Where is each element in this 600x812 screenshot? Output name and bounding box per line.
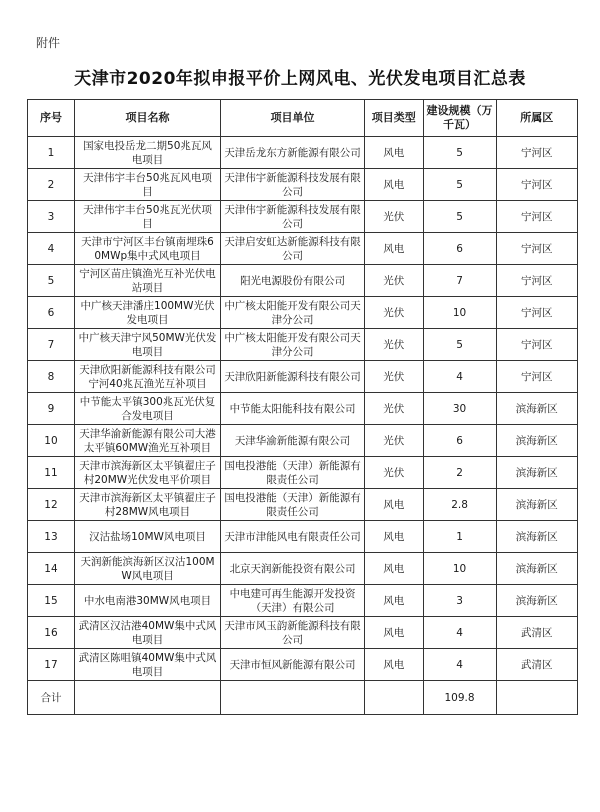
cell-district: 滨海新区	[496, 489, 577, 521]
cell-capacity: 10	[423, 553, 496, 585]
total-blank-type	[365, 681, 423, 715]
cell-district: 滨海新区	[496, 425, 577, 457]
header-project-name: 项目名称	[74, 100, 220, 137]
cell-project-name: 宁河区苗庄镇渔光互补光伏电站项目	[74, 265, 220, 297]
cell-project-unit: 天津市津能风电有限责任公司	[221, 521, 365, 553]
cell-project-unit: 天津市风玉韵新能源科技有限公司	[221, 617, 365, 649]
cell-project-type: 风电	[365, 489, 423, 521]
cell-project-name: 武清区陈咀镇40MW集中式风电项目	[74, 649, 220, 681]
cell-capacity: 2.8	[423, 489, 496, 521]
cell-district: 宁河区	[496, 169, 577, 201]
cell-project-type: 光伏	[365, 201, 423, 233]
table-row	[28, 361, 578, 393]
cell-no: 10	[28, 425, 75, 457]
cell-project-type: 风电	[365, 521, 423, 553]
cell-district: 宁河区	[496, 329, 577, 361]
total-label: 合计	[28, 681, 75, 715]
cell-project-type: 光伏	[365, 457, 423, 489]
attachment-label: 附件	[36, 36, 61, 50]
cell-project-unit: 天津欣阳新能源科技有限公司	[221, 361, 365, 393]
cell-capacity: 4	[423, 617, 496, 649]
cell-project-unit: 中节能太阳能科技有限公司	[221, 393, 365, 425]
cell-capacity: 4	[423, 361, 496, 393]
total-blank-unit	[221, 681, 365, 715]
cell-capacity: 5	[423, 329, 496, 361]
cell-project-name: 中水电南港30MW风电项目	[74, 585, 220, 617]
table-row	[28, 233, 578, 265]
table-row	[28, 329, 578, 361]
table-row	[28, 649, 578, 681]
cell-project-unit: 国电投港能（天津）新能源有限责任公司	[221, 489, 365, 521]
cell-project-unit: 北京天润新能投资有限公司	[221, 553, 365, 585]
table-row	[28, 297, 578, 329]
cell-capacity: 10	[423, 297, 496, 329]
cell-project-type: 风电	[365, 585, 423, 617]
cell-project-name: 中广核天津宁风50MW光伏发电项目	[74, 329, 220, 361]
cell-project-type: 风电	[365, 649, 423, 681]
cell-no: 4	[28, 233, 75, 265]
cell-district: 滨海新区	[496, 585, 577, 617]
cell-project-type: 风电	[365, 233, 423, 265]
cell-district: 滨海新区	[496, 521, 577, 553]
cell-district: 滨海新区	[496, 457, 577, 489]
cell-district: 宁河区	[496, 201, 577, 233]
cell-no: 12	[28, 489, 75, 521]
cell-no: 6	[28, 297, 75, 329]
cell-project-name: 天津市滨海新区太平镇翟庄子村28MW风电项目	[74, 489, 220, 521]
cell-project-type: 风电	[365, 169, 423, 201]
total-row	[28, 681, 578, 715]
table-row	[28, 617, 578, 649]
cell-no: 15	[28, 585, 75, 617]
cell-project-type: 光伏	[365, 361, 423, 393]
cell-capacity: 6	[423, 233, 496, 265]
cell-project-name: 中广核天津潘庄100MW光伏发电项目	[74, 297, 220, 329]
cell-district: 宁河区	[496, 297, 577, 329]
table-row	[28, 201, 578, 233]
cell-project-unit: 天津市恒风新能源有限公司	[221, 649, 365, 681]
table-row	[28, 489, 578, 521]
cell-project-type: 风电	[365, 553, 423, 585]
table-row	[28, 265, 578, 297]
cell-project-unit: 天津伟宇新能源科技发展有限公司	[221, 201, 365, 233]
cell-no: 5	[28, 265, 75, 297]
header-no: 序号	[28, 100, 75, 137]
table-row	[28, 425, 578, 457]
cell-capacity: 7	[423, 265, 496, 297]
cell-capacity: 5	[423, 137, 496, 169]
cell-district: 滨海新区	[496, 393, 577, 425]
document-title: 天津市2020年拟申报平价上网风电、光伏发电项目汇总表	[74, 69, 526, 89]
cell-capacity: 5	[423, 169, 496, 201]
table-row	[28, 393, 578, 425]
cell-project-name: 天津欣阳新能源科技有限公司宁河40兆瓦渔光互补项目	[74, 361, 220, 393]
cell-no: 8	[28, 361, 75, 393]
cell-no: 1	[28, 137, 75, 169]
cell-project-name: 天津伟宇丰台50兆瓦风电项目	[74, 169, 220, 201]
cell-district: 武清区	[496, 617, 577, 649]
cell-project-type: 光伏	[365, 265, 423, 297]
table-row	[28, 553, 578, 585]
cell-district: 滨海新区	[496, 553, 577, 585]
cell-no: 13	[28, 521, 75, 553]
cell-capacity: 3	[423, 585, 496, 617]
cell-capacity: 4	[423, 649, 496, 681]
cell-project-unit: 天津启安虹达新能源科技有限公司	[221, 233, 365, 265]
total-capacity: 109.8	[423, 681, 496, 715]
cell-no: 14	[28, 553, 75, 585]
cell-project-type: 光伏	[365, 297, 423, 329]
total-blank-name	[74, 681, 220, 715]
cell-project-unit: 中电建可再生能源开发投资（天津）有限公司	[221, 585, 365, 617]
table-row	[28, 585, 578, 617]
cell-project-name: 天津市滨海新区太平镇翟庄子村20MW光伏发电平价项目	[74, 457, 220, 489]
header-capacity: 建设规模（万千瓦）	[423, 100, 496, 137]
header-project-type: 项目类型	[365, 100, 423, 137]
cell-project-unit: 天津伟宇新能源科技发展有限公司	[221, 169, 365, 201]
cell-project-name: 天润新能滨海新区汉沽100MW风电项目	[74, 553, 220, 585]
cell-project-name: 天津华渝新能源有限公司大港太平镇60MW渔光互补项目	[74, 425, 220, 457]
cell-project-unit: 国电投港能（天津）新能源有限责任公司	[221, 457, 365, 489]
cell-no: 3	[28, 201, 75, 233]
cell-no: 2	[28, 169, 75, 201]
cell-district: 武清区	[496, 649, 577, 681]
table-header-row	[28, 100, 578, 137]
cell-capacity: 5	[423, 201, 496, 233]
cell-no: 9	[28, 393, 75, 425]
project-summary-table	[27, 99, 578, 715]
cell-project-name: 天津伟宇丰台50兆瓦光伏项目	[74, 201, 220, 233]
cell-capacity: 2	[423, 457, 496, 489]
cell-project-unit: 中广核太阳能开发有限公司天津分公司	[221, 329, 365, 361]
table-row	[28, 457, 578, 489]
cell-project-type: 光伏	[365, 425, 423, 457]
table-row	[28, 521, 578, 553]
cell-district: 宁河区	[496, 137, 577, 169]
cell-district: 宁河区	[496, 265, 577, 297]
cell-project-type: 风电	[365, 137, 423, 169]
cell-project-unit: 天津岳龙东方新能源有限公司	[221, 137, 365, 169]
cell-district: 宁河区	[496, 361, 577, 393]
cell-no: 11	[28, 457, 75, 489]
cell-project-unit: 天津华渝新能源有限公司	[221, 425, 365, 457]
cell-capacity: 1	[423, 521, 496, 553]
cell-project-type: 风电	[365, 617, 423, 649]
cell-project-name: 天津市宁河区丰台镇南埋珠60MWp集中式风电项目	[74, 233, 220, 265]
cell-capacity: 30	[423, 393, 496, 425]
cell-no: 16	[28, 617, 75, 649]
cell-project-name: 国家电投岳龙二期50兆瓦风电项目	[74, 137, 220, 169]
cell-project-type: 光伏	[365, 329, 423, 361]
table-row	[28, 137, 578, 169]
cell-project-unit: 阳光电源股份有限公司	[221, 265, 365, 297]
cell-capacity: 6	[423, 425, 496, 457]
cell-project-unit: 中广核太阳能开发有限公司天津分公司	[221, 297, 365, 329]
total-blank-district	[496, 681, 577, 715]
cell-project-name: 武清区汉沽港40MW集中式风电项目	[74, 617, 220, 649]
header-district: 所属区	[496, 100, 577, 137]
cell-district: 宁河区	[496, 233, 577, 265]
cell-project-type: 光伏	[365, 393, 423, 425]
cell-project-name: 中节能太平镇300兆瓦光伏复合发电项目	[74, 393, 220, 425]
table-row	[28, 169, 578, 201]
header-project-unit: 项目单位	[221, 100, 365, 137]
cell-no: 7	[28, 329, 75, 361]
cell-project-name: 汉沽盐场10MW风电项目	[74, 521, 220, 553]
cell-no: 17	[28, 649, 75, 681]
